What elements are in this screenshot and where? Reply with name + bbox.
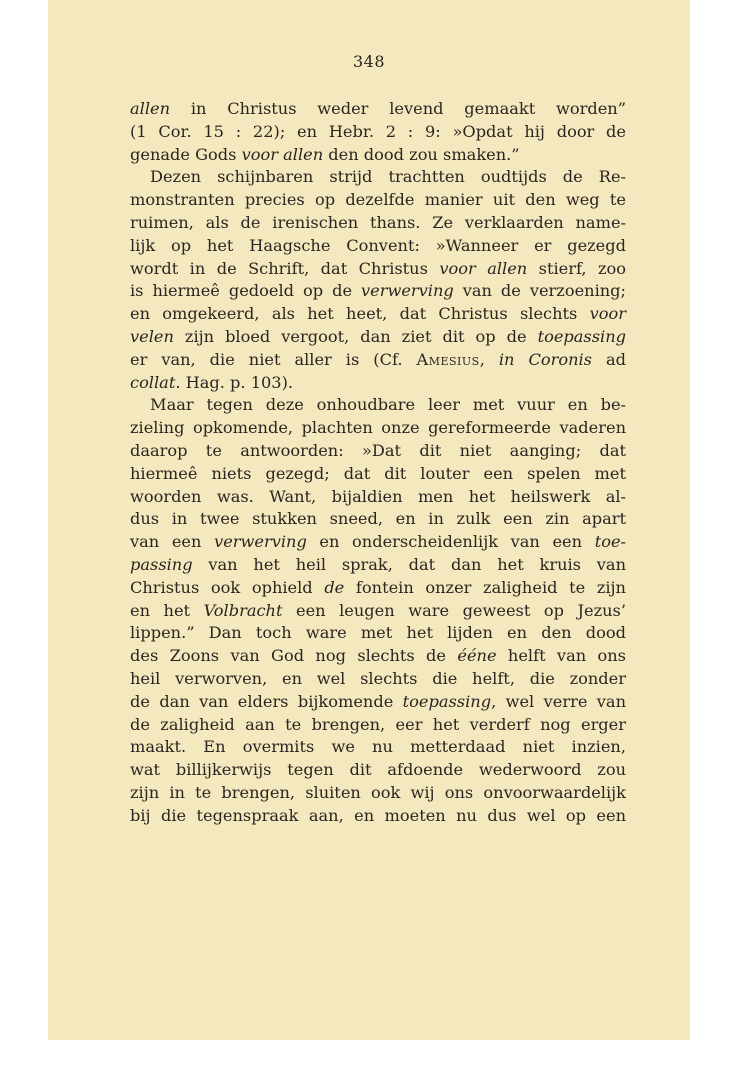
text-line: collat. Hag. p. 103). (130, 372, 294, 392)
text-line: bij die tegenspraak aan, en moeten nu dus wel op een (130, 805, 626, 825)
text-line: velen zijn bloed vergoot, dan ziet dit op de toepassing (130, 326, 626, 346)
text-line: zijn in te brengen, sluiten ook wij ons onvoorwaardelijk (130, 782, 626, 802)
text-line: en omgekeerd, als het heet, dat Christus slechts voor (130, 304, 626, 324)
text-line: Dezen schijnbaren strijd trachtten oudtijds de Re- (150, 167, 626, 187)
book-page (48, 0, 690, 1040)
text-line: monstranten precies op dezelfde manier uit den weg te (130, 190, 626, 210)
text-line: zieling opkomende, plachten onze gereformeerde vaderen (130, 418, 626, 438)
text-line: lijk op het Haagsche Convent: »Wanneer er gezegd (130, 235, 626, 255)
text-line: van een verwerving en onderscheidenlijk van een toe- (130, 532, 626, 552)
paragraph-1 (130, 98, 626, 166)
text-line: lippen.” Dan toch ware met het lijden en den dood (130, 623, 626, 643)
text-line: des Zoons van God nog slechts de ééne helft van ons (130, 646, 626, 666)
text-line: woorden was. Want, bijaldien men het heilswerk al- (130, 486, 626, 506)
paragraph-3 (130, 394, 626, 827)
text-line: hiermeê niets gezegd; dat dit louter een spelen met (130, 463, 626, 483)
text-line: er van, die niet aller is (Cf. Amesius, in Coronis ad (130, 349, 626, 369)
text-line: (1 Cor. 15 : 22); en Hebr. 2 : 9: »Opdat hij door de (130, 121, 626, 141)
text-line: allen in Christus weder levend gemaakt worden” (130, 99, 626, 118)
text-line: de zaligheid aan te brengen, eer het verderf nog erger (130, 714, 626, 734)
text-line: genade Gods voor allen den dood zou smaken.” (130, 144, 520, 164)
text-line: dus in twee stukken sneed, en in zulk een zin apart (130, 509, 626, 529)
text-line: Christus ook ophield de fontein onzer zaligheid te zijn (130, 577, 626, 597)
text-line: maakt. En overmits we nu metterdaad niet inzien, (130, 737, 626, 757)
text-line: en het Volbracht een leugen ware geweest op Jezus’ (130, 600, 626, 620)
text-line: passing van het heil sprak, dat dan het kruis van (130, 554, 626, 574)
text-line: heil verworven, en wel slechts die helft, die zonder (130, 668, 626, 688)
text-line: Maar tegen deze onhoudbare leer met vuur en be- (150, 395, 626, 415)
text-line: wordt in de Schrift, dat Christus voor allen stierf, zoo (130, 258, 627, 278)
text-line: de dan van elders bijkomende toepassing, wel verre van (130, 691, 626, 711)
text-line: daarop te antwoorden: »Dat dit niet aanging; dat (130, 440, 626, 460)
body-text (130, 98, 626, 828)
text-line: is hiermeê gedoeld op de verwerving van de verzoening; (130, 281, 626, 301)
paragraph-2 (130, 166, 626, 394)
text-line: ruimen, als de irenischen thans. Ze verklaarden name- (130, 212, 626, 232)
page-number: 348 (352, 52, 386, 71)
text-line: wat billijkerwijs tegen dit afdoende wederwoord zou (130, 760, 626, 780)
